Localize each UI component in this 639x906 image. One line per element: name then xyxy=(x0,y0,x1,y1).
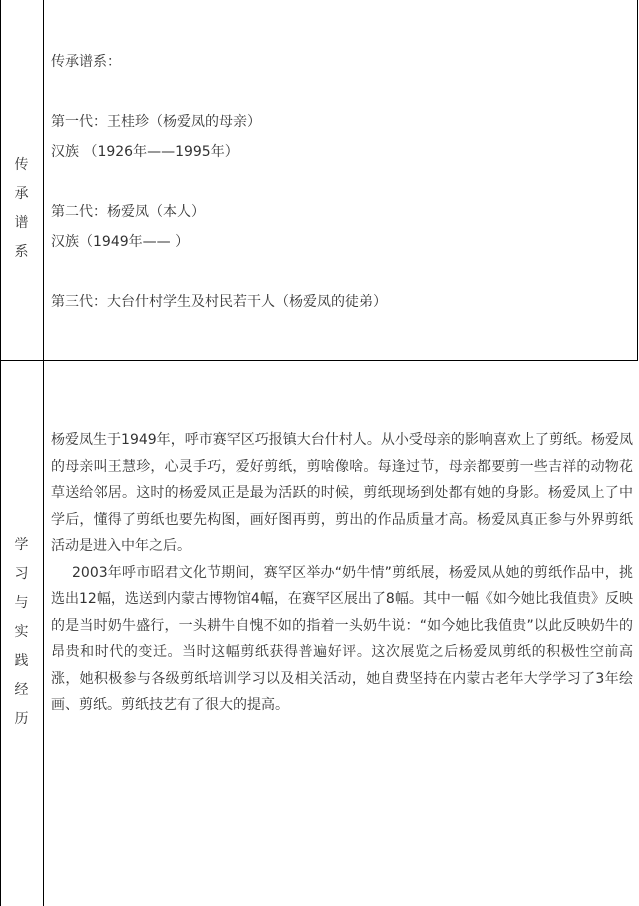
label-char: 谱 xyxy=(14,215,29,231)
generation-3-name: 第三代：大台什村学生及村民若干人（杨爱凤的徒弟） xyxy=(51,294,387,310)
table-column-divider xyxy=(43,0,44,906)
generation-2-name: 第二代：杨爱凤（本人） xyxy=(51,204,205,220)
generation-2-detail: 汉族（1949年—— ） xyxy=(51,234,190,250)
label-char: 历 xyxy=(14,711,29,727)
label-char: 经 xyxy=(14,682,29,698)
label-char: 与 xyxy=(14,595,29,611)
experience-paragraph-1: 杨爱凤生于1949年，呼市赛罕区巧报镇大台什村人。从小受母亲的影响喜欢上了剪纸。杨爱凤的母亲叫王慧珍，心灵手巧，爱好剪纸，剪啥像啥。每逢过节，母亲都要剪一些吉祥的动物花草送给邻居。这时的杨爱凤正是最为活跃的时候，剪纸现场到处都有她的身影。杨爱凤上了中学后，懂得了剪纸也要先构图，画好图再剪，剪出的作品质量才高。杨爱凤真正参与外界剪纸活动是进入中年之后。 xyxy=(51,432,633,554)
table-right-border xyxy=(637,0,638,361)
table-left-border xyxy=(0,0,1,906)
experience-content xyxy=(51,427,633,719)
label-char: 学 xyxy=(14,537,29,553)
label-char: 习 xyxy=(14,566,29,582)
lineage-row-label xyxy=(0,151,43,267)
label-char: 传 xyxy=(14,157,29,173)
label-char: 践 xyxy=(14,653,29,669)
table-row-divider xyxy=(0,360,638,361)
label-char: 系 xyxy=(14,244,29,260)
label-char: 实 xyxy=(14,624,29,640)
generation-1-name: 第一代：王桂珍（杨爱凤的母亲） xyxy=(51,114,261,130)
generation-1-detail: 汉族 （1926年——1995年） xyxy=(51,144,239,160)
experience-row-label xyxy=(0,531,43,734)
label-char: 承 xyxy=(14,186,29,202)
lineage-title: 传承谱系： xyxy=(51,54,121,70)
experience-paragraph-2: 2003年呼市昭君文化节期间，赛罕区举办“奶牛情”剪纸展，杨爱凤从她的剪纸作品中，挑选出12幅，选送到内蒙古博物馆4幅，在赛罕区展出了8幅。其中一幅《如今她比我值贵》反映的是当时奶牛盛行，一头耕牛自愧不如的指着一头奶牛说：“如今她比我值贵”以此反映奶牛的昂贵和时代的变迁。当时这幅剪纸获得普遍好评。这次展览之后杨爱凤剪纸的积极性空前高涨，她积极参与各级剪纸培训学习以及相关活动，她自费坚持在内蒙古老年大学学习了3年绘画、剪纸。剪纸技艺有了很大的提高。 xyxy=(51,564,633,713)
